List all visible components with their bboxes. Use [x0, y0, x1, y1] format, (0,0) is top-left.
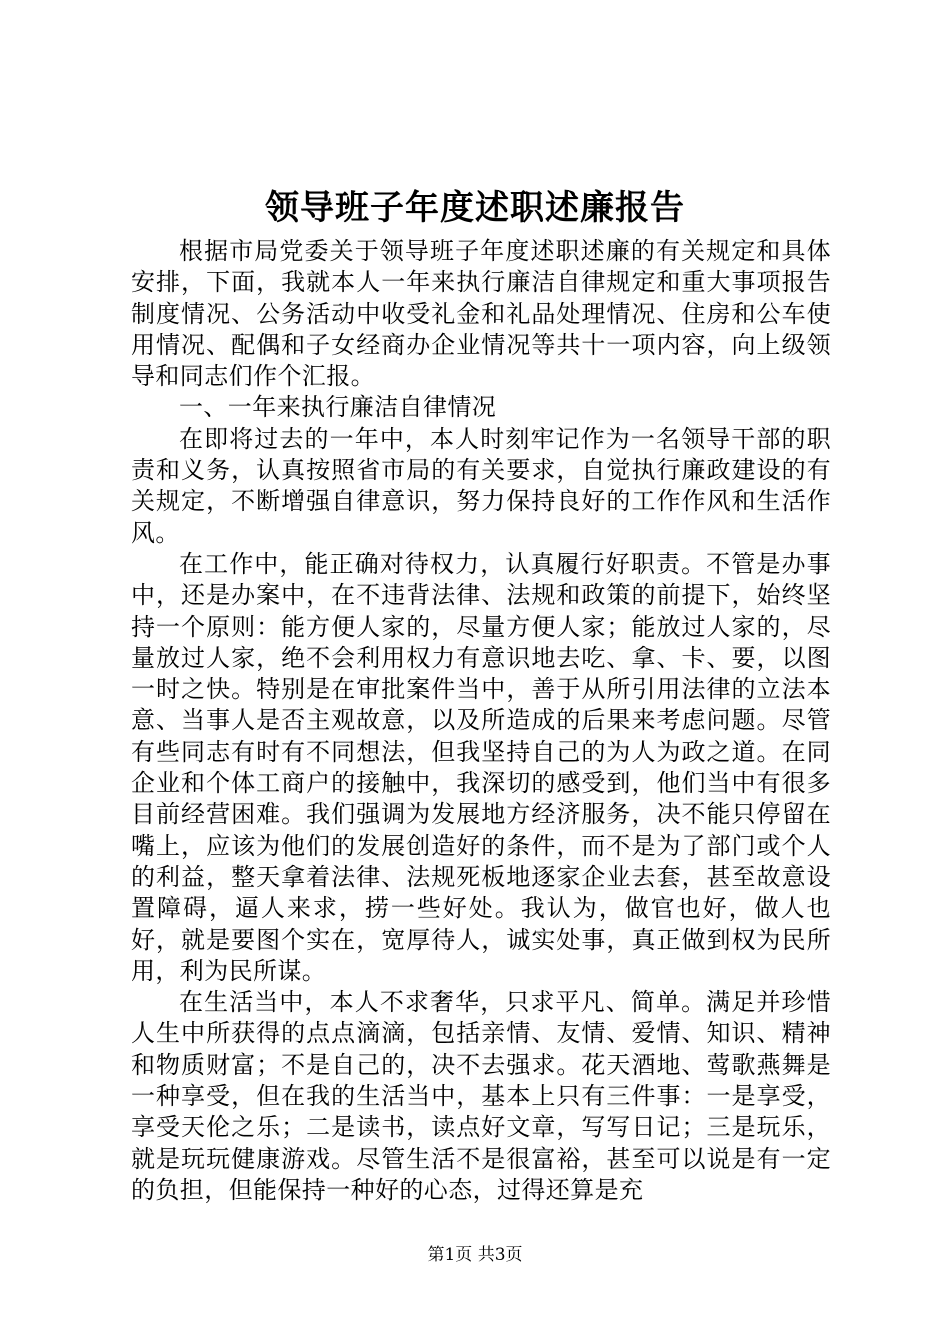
paragraph-life: 在生活当中，本人不求奢华，只求平凡、简单。满足并珍惜人生中所获得的点点滴滴，包括亲情、友情、爱情、知识、精神和物质财富；不是自己的，决不去强求。花天酒地、莺歌燕舞是一种享受，但在我的生活当中，基本上只有三件事：一是享受，享受天伦之乐；二是读书，读点好文章，写写日记；三是玩乐，就是玩玩健康游戏。尽管生活不是很富裕，甚至可以说是有一定的负担，但能保持一种好的心态，过得还算是充	[131, 988, 831, 1204]
paragraph-section-1: 在即将过去的一年中，本人时刻牢记作为一名领导干部的职责和义务，认真按照省市局的有关要求，自觉执行廉政建设的有关规定，不断增强自律意识，努力保持良好的工作作风和生活作风。	[131, 424, 831, 547]
page-footer: 第1页 共3页	[427, 1245, 523, 1265]
document-title: 领导班子年度述职述廉报告	[265, 188, 685, 228]
paragraph-work: 在工作中，能正确对待权力，认真履行好职责。不管是办事中，还是办案中，在不违背法律、法规和政策的前提下，始终坚持一个原则：能方便人家的，尽量方便人家；能放过人家的，尽量放过人家，绝不会利用权力有意识地去吃、拿、卡、要，以图一时之快。特别是在审批案件当中，善于从所引用法律的立法本意、当事人是否主观故意，以及所造成的后果来考虑问题。尽管有些同志有时有不同想法，但我坚持自己的为人为政之道。在同企业和个体工商户的接触中，我深切的感受到，他们当中有很多目前经营困难。我们强调为发展地方经济服务，决不能只停留在嘴上，应该为他们的发展创造好的条件，而不是为了部门或个人的利益，整天拿着法律、法规死板地逐家企业去套，甚至故意设置障碍，逼人来求，捞一些好处。我认为，做官也好，做人也好，就是要图个实在，宽厚待人，诚实处事，真正做到权为民所用，利为民所谋。	[131, 549, 831, 985]
paragraph-intro: 根据市局党委关于领导班子年度述职述廉的有关规定和具体安排，下面，我就本人一年来执行廉洁自律规定和重大事项报告制度情况、公务活动中收受礼金和礼品处理情况、住房和公车使用情况、配偶和子女经商办企业情况等共十一项内容，向上级领导和同志们作个汇报。	[131, 237, 831, 391]
document-body	[131, 236, 831, 1206]
section-heading-1: 一、一年来执行廉洁自律情况	[179, 393, 497, 422]
